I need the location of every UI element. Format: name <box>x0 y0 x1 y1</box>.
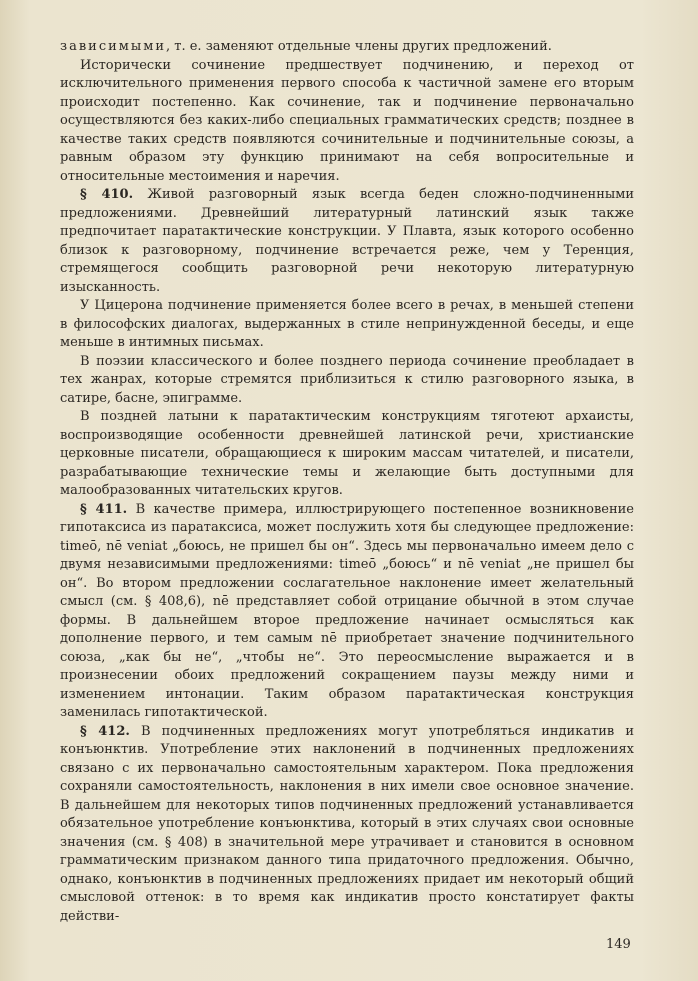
paragraph-section-411: § 411. В качестве примера, иллюстрирующего постепенное возникновение гипотаксиса из паратаксиса, может послужить хотя бы следующее предложение: timeō, nē veniat „боюсь, не пришел бы он“. Здесь мы первоначально имеем дело с двумя независимыми предложениями: timeō „боюсь“ и nē veniat „не пришел бы он“. Во втором предложении сослагательное наклонение имеет желательный смысл (см. § 408,6), nē представляет собой отрицание обычной в этом случае формы. В дальнейшем второе предложение начинает осмысляться как дополнение первого, и тем самым nē приобретает значение подчинительного союза, „как бы не“, „чтобы не“. Это переосмысление выражается и в произнесении обоих предложений сокращением паузы между ними и изменением интонации. Таким образом паратактическая конструкция заменилась гипотактической. <box>60 501 634 720</box>
paragraph: У Цицерона подчинение применяется более всего в речах, в меньшей степени в философских диалогах, выдержанных в стиле непринужденной беседы, и еще меньше в интимных письмах. <box>60 298 634 350</box>
paragraph: В поздней латыни к паратактическим конструкциям тяготеют архаисты, воспроизводящие особенности древнейшей латинской речи, христианские церковные писатели, обращающиеся к широким массам читателей, и писатели, разрабатывающие технические темы и желающие быть доступными для малообразованных читательских кругов. <box>60 409 634 498</box>
paragraph-continuation: зависимыми, т. е. заменяют отдельные члены других предложений. <box>60 39 552 54</box>
emphasized-word: зависимыми <box>60 39 167 54</box>
paragraph: Исторически сочинение предшествует подчинению, и переход от исключительного применения первого способа к частичной замене его вторым происходит постепенно. Как сочинение, так и подчинение первоначально осуществляются без каких-либо специальных грамматических средств; позднее в качестве таких средств появляются сочинительные и подчинительные союзы, а равным образом эту функцию принимают на себя вопросительные и относительные местоимения и наречия. <box>60 57 634 184</box>
page-text <box>60 38 634 926</box>
paragraph: В поэзии классического и более позднего периода сочинение преобладает в тех жанрах, которые стремятся приблизиться к стилю разговорного языка, в сатире, басне, эпиграмме. <box>60 353 634 406</box>
section-number: § 411. <box>80 501 128 517</box>
section-number: § 410. <box>80 187 134 202</box>
section-number: § 412. <box>80 723 130 739</box>
page-number: 149 <box>606 937 631 952</box>
paragraph-section-412: § 412. В подчиненных предложениях могут употребляться индикатив и конъюнктив. Употребление этих наклонений в подчиненных предложениях связано с их первоначально самостоятельным характером. Пока предложения сохраняли самостоятельность, наклонения в них имели свое основное значение. В дальнейшем для некоторых типов подчиненных предложений устанавливается обязательное употребление конъюнктива, который в этих случаях свои основные значения (см. § 408) в значительной мере утрачивает и становится в основном грамматическим признаком данного типа придаточного предложения. Обычно, однако, конъюнктив в подчиненных предложениях придает им некоторый общий смысловой оттенок: в то время как индикатив просто констатирует факты действи- <box>60 723 634 924</box>
paragraph-section-410: § 410. Живой разговорный язык всегда беден сложно-подчиненными предложениями. Древнейший литературный латинский язык также предпочитает паратактические конструкции. У Плавта, язык которого особенно близок к разговорному, подчинение встречается реже, чем у Теренция, стремящегося сообщить разговорной речи некоторую литературную изысканность. <box>60 187 634 295</box>
